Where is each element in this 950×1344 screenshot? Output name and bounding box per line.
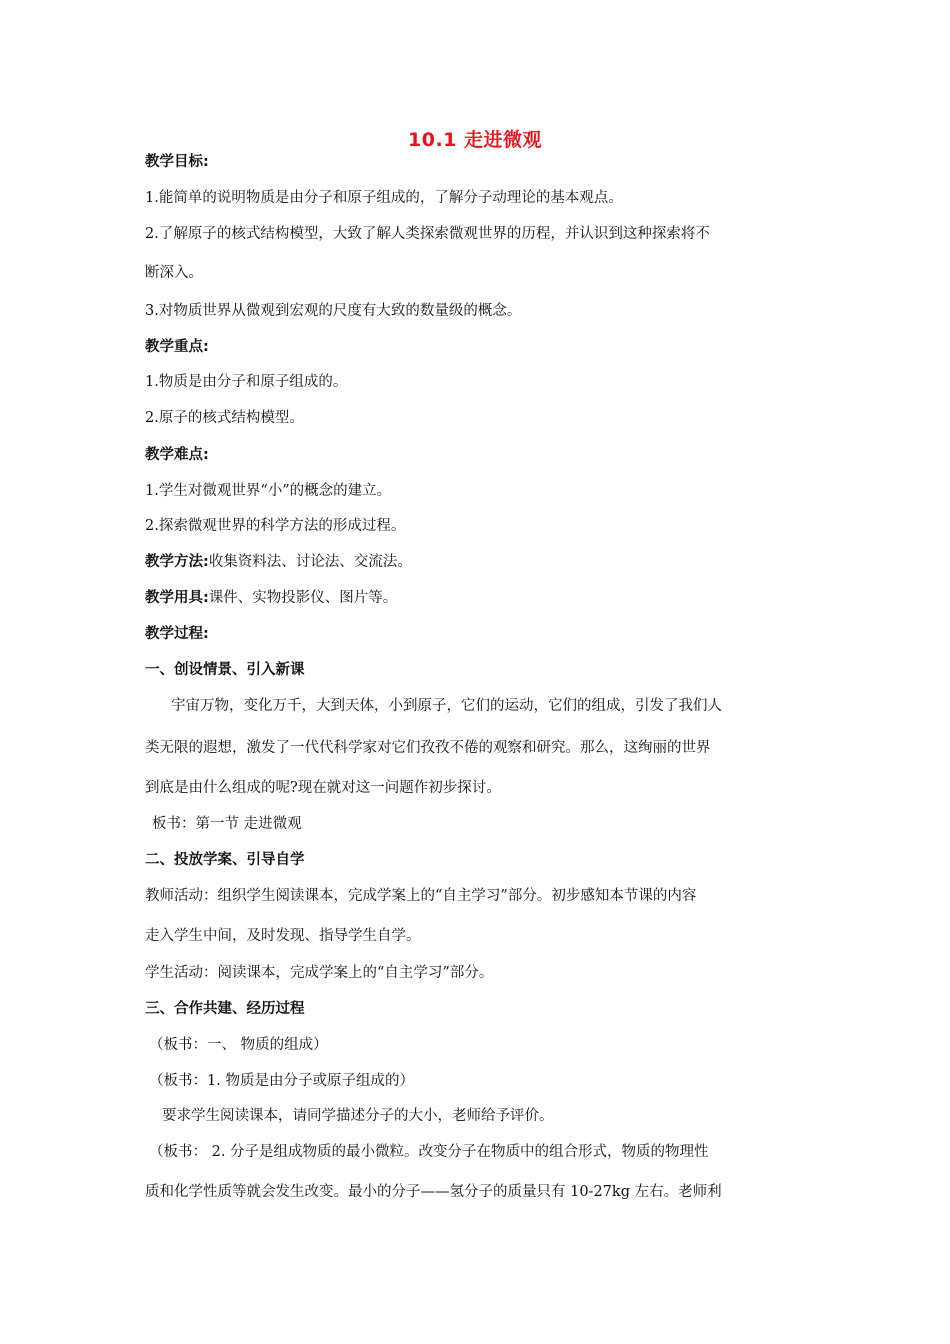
objective-item: 2.了解原子的核式结构模型，大致了解人类探索微观世界的历程，并认识到这种探索将不 xyxy=(145,226,710,242)
section3-heading: 三、合作共建、经历过程 xyxy=(145,1001,305,1017)
key-point-item: 1.物质是由分子和原子组成的。 xyxy=(145,374,348,390)
methods-text: 收集资料法、讨论法、交流法。 xyxy=(208,554,412,570)
objective-item: 1.能简单的说明物质是由分子和原子组成的，了解分子动理论的基本观点。 xyxy=(145,190,623,206)
section1-heading: 一、创设情景、引入新课 xyxy=(145,662,305,678)
difficulties-heading: 教学难点: xyxy=(145,447,209,463)
objective-item: 3.对物质世界从微观到宏观的尺度有大致的数量级的概念。 xyxy=(145,303,522,319)
board-note: （板书：一、 物质的组成） xyxy=(149,1037,328,1053)
key-points-heading: 教学重点: xyxy=(145,339,209,355)
key-point-item: 2.原子的核式结构模型。 xyxy=(145,410,304,426)
board-note: （板书：1. 物质是由分子或原子组成的） xyxy=(149,1073,414,1089)
tools-line xyxy=(145,588,815,608)
objective-item: 断深入。 xyxy=(145,265,203,281)
section2-heading: 二、投放学案、引导自学 xyxy=(145,852,305,868)
board-note: 板书：第一节 走进微观 xyxy=(152,816,302,832)
tools-text: 课件、实物投影仪、图片等。 xyxy=(208,590,398,606)
paragraph-line: 教师活动：组织学生阅读课本，完成学案上的“自主学习”部分。初步感知本节课的内容 xyxy=(145,888,697,904)
process-heading: 教学过程: xyxy=(145,626,209,642)
paragraph-line: 要求学生阅读课本，请同学描述分子的大小，老师给予评价。 xyxy=(162,1108,554,1124)
difficulty-item: 2.探索微观世界的科学方法的形成过程。 xyxy=(145,518,406,534)
paragraph-line: 宇宙万物，变化万千，大到天体，小到原子，它们的运动，它们的组成，引发了我们人 xyxy=(171,698,722,714)
difficulty-item: 1.学生对微观世界“小”的概念的建立。 xyxy=(145,483,392,499)
paragraph-line: 学生活动：阅读课本，完成学案上的“自主学习”部分。 xyxy=(145,965,494,981)
paragraph-line: 类无限的遐想，激发了一代代科学家对它们孜孜不倦的观察和研究。那么，这绚丽的世界 xyxy=(145,740,711,756)
paragraph-line: 走入学生中间，及时发现、指导学生自学。 xyxy=(145,928,421,944)
board-note: （板书： 2. 分子是组成物质的最小微粒。改变分子在物质中的组合形式，物质的物理性 xyxy=(149,1144,709,1160)
paragraph-line: 到底是由什么组成的呢?现在就对这一问题作初步探讨。 xyxy=(145,780,501,796)
methods-line xyxy=(145,552,815,572)
methods-label: 教学方法: xyxy=(145,554,209,570)
paragraph-line: 质和化学性质等就会发生改变。最小的分子——氢分子的质量只有 10-27kg 左右。老师利 xyxy=(145,1184,722,1200)
objectives-heading: 教学目标: xyxy=(145,154,209,170)
tools-label: 教学用具: xyxy=(145,590,209,606)
document-title: 10.1 走进微观 xyxy=(408,129,542,151)
